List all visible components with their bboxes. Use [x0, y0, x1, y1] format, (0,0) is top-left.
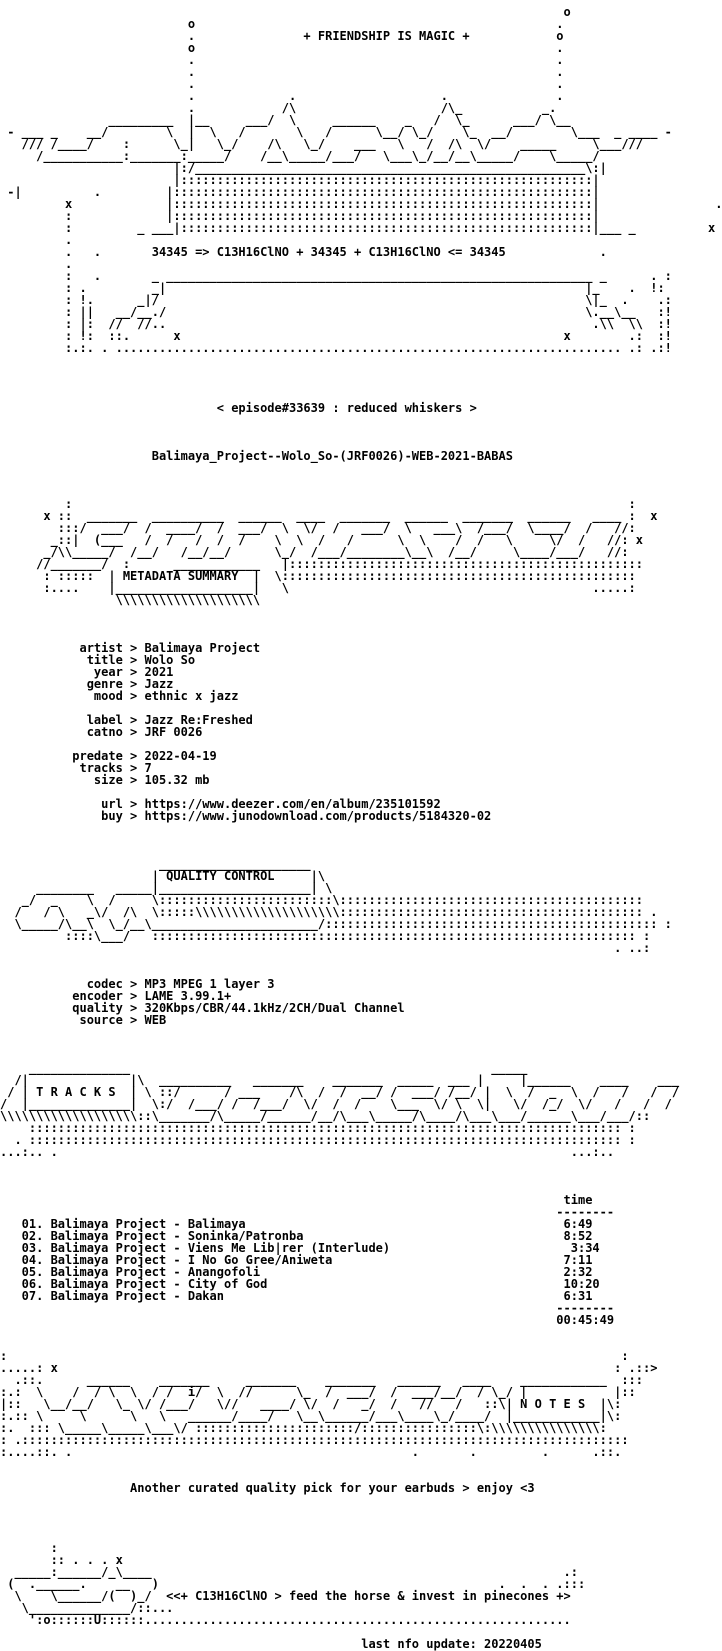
nfo-line: x :: _______ __________ ______ ____ _______ ______ _______ ______ ____ : x — [0, 509, 658, 523]
nfo-line — [0, 378, 648, 390]
nfo-line — [0, 822, 648, 834]
nfo-line: : !: ::. x x .: :! — [0, 329, 672, 343]
nfo-line: catno > JRF 0026 — [0, 725, 203, 739]
nfo-line — [0, 354, 648, 366]
nfo-line: 07. Balimaya Project - Dakan 6:31 — [0, 1289, 593, 1303]
nfo-line — [0, 1458, 648, 1470]
nfo-line — [0, 618, 648, 630]
nfo-line: -------- — [0, 1301, 615, 1315]
nfo-line: mood > ethnic x jazz — [0, 689, 239, 703]
nfo-line: \\\\\\\\\\\\\\\\\\\\ — [0, 593, 261, 607]
nfo-line: / | T R A C K S | \ ::/ / ___ /\ / / __/ / ___/ /__/ | \ / _ \ / / / / — [0, 1085, 680, 1099]
nfo-line: \______________/::... — [0, 1601, 174, 1615]
nfo-line: 04. Balimaya Project - I No Go Gree/Aniweta 7:11 — [0, 1253, 593, 1267]
nfo-line — [0, 606, 648, 618]
nfo-line: :::/ ___/ / ____/ / ___/ \ \/ / ___/ \ ___\ /___/ \____/ / //: — [0, 521, 636, 535]
nfo-line: _/ _ \ / \::::::::::::::::::::::::\:::::::::::::::::::::::::::::::::::::::::: — [0, 893, 643, 907]
nfo-line: . . 34345 => C13H16ClNO + 34345 + C13H16ClNO <= 34345 . — [0, 245, 607, 259]
nfo-line: ( .______. __ ) . . . .::: — [0, 1577, 586, 1591]
nfo-line: :.:. . ...................................................................... .: .:! — [0, 341, 672, 355]
nfo-line: codec > MP3 MPEG 1 layer 3 — [0, 977, 275, 991]
nfo-line: label > Jazz Re:Freshed — [0, 713, 253, 727]
nfo-line: ______________ _____ — [0, 1061, 528, 1075]
nfo-line — [0, 1506, 648, 1518]
nfo-line: : |: // //.. .\\ \\ :! — [0, 317, 672, 331]
nfo-line: 01. Balimaya Project - Balimaya 6:49 — [0, 1217, 593, 1231]
nfo-line: :.... |___________________| \ .....: — [0, 581, 636, 595]
nfo-line: x |::::::::::::::::::::::::::::::::::::::::::::::::::::::::::| . — [0, 197, 722, 211]
nfo-line: -| . |::::::::::::::::::::::::::::::::::::::::::::::::::::::::::| — [0, 185, 600, 199]
nfo-line: _____________________ — [0, 857, 311, 871]
nfo-line: \ \______/( )_/ <<+ C13H16ClNO > feed the horse & invest in pinecones +> — [0, 1589, 571, 1603]
nfo-line: 03. Balimaya Project - Viens Me Lib|rer (Interlude) 3:34 — [0, 1241, 600, 1255]
nfo-line: ...:.. . ...:.. — [0, 1145, 615, 1159]
nfo-line: year > 2021 — [0, 665, 174, 679]
nfo-line: . :::::::::::::::::::::::::::::::::::::::::::::::::::::::::::::::::::::::::::::::::: : — [0, 1133, 636, 1147]
nfo-line: Balimaya_Project--Wolo_So-(JRF0026)-WEB-2021-BABAS — [0, 449, 513, 463]
nfo-line: |:/______________________________________________________\:| — [0, 161, 607, 175]
nfo-line: : : — [0, 1349, 629, 1363]
nfo-line: o . — [0, 17, 564, 31]
nfo-line — [0, 462, 648, 474]
nfo-line: / / \ _\/ /\ \:::::\\\\\\\\\\\\\\\\\\\\:::::::::::::::::::::::::::::::::::::::::: . — [0, 905, 658, 919]
nfo-line — [0, 1326, 648, 1338]
nfo-line: encoder > LAME 3.99.1+ — [0, 989, 232, 1003]
nfo-line — [0, 474, 648, 486]
nfo-line: //_______/ : ____________ |::::::::::::::::::::::::::::::::::::::::::::::::: — [0, 557, 643, 571]
nfo-line: 02. Balimaya Project - Soninka/Patronba 8:52 — [0, 1229, 593, 1243]
nfo-line: / |______________| \:/ /___/ / /___/ \/ / / \___ \/ \ \| \/ /_/ \/ / / / — [0, 1097, 672, 1111]
nfo-line — [0, 954, 648, 966]
nfo-line: : .:::::::::::::::::::::::::::::::::::::::::::::::::::::::::::::::::::::::::::::::::::: — [0, 1433, 629, 1447]
nfo-line: : : — [0, 497, 636, 511]
nfo-line: artist > Balimaya Project — [0, 641, 261, 655]
nfo-line: :.: \ / / \ \ / / i/ \ // \_ / ___/ / ___/__/ / \_/ | |:: — [0, 1385, 636, 1399]
nfo-line: /___________:_______:_____/ /__\_____/___/ \___\_/__/__\_____/ \_____/ — [0, 149, 600, 163]
nfo-line: quality > 320Kbps/CBR/44.1kHz/2CH/Dual Channel — [0, 1001, 405, 1015]
nfo-line: : . _| |_ . !: — [0, 281, 665, 295]
nfo-document — [0, 5, 722, 1651]
nfo-line: o — [0, 5, 571, 19]
nfo-line: buy > https://www.junodownload.com/products/5184320-02 — [0, 809, 492, 823]
nfo-line: : ::::: | METADATA SUMMARY | \::::::::::::::::::::::::::::::::::::::::::::::::: — [0, 569, 636, 583]
nfo-line: genre > Jazz — [0, 677, 174, 691]
nfo-line: time — [0, 1193, 593, 1207]
nfo-line: :. ::: \_____\_____\___\/ ::::::::::::::::::::::/::::::::::::::::\:\\\\\\\\\\\\\\\: — [0, 1421, 607, 1435]
nfo-line — [0, 1158, 648, 1170]
nfo-line: . . — [0, 65, 564, 79]
nfo-line: . ..: — [0, 941, 651, 955]
nfo-line: _::| (___ / / / / / \ \ / / \ \ / / \ \/ / //: x — [0, 533, 643, 547]
nfo-line — [0, 1530, 648, 1542]
nfo-line: last nfo update: 20220405 — [0, 1637, 542, 1651]
nfo-line — [0, 366, 648, 378]
nfo-line: . . — [0, 53, 564, 67]
nfo-line: .....: x : .::> — [0, 1361, 658, 1375]
nfo-line: predate > 2022-04-19 — [0, 749, 217, 763]
nfo-line: -------- — [0, 1205, 615, 1219]
nfo-line: title > Wolo So — [0, 653, 196, 667]
nfo-line — [0, 1026, 648, 1038]
nfo-line: size > 105.32 mb — [0, 773, 210, 787]
nfo-line: :: . . . x — [0, 1553, 123, 1567]
nfo-line: Another curated quality pick for your earbuds > enjoy <3 — [0, 1481, 535, 1495]
nfo-line: . /\ /\_ _. — [0, 101, 557, 115]
nfo-line: |:: \__/__/ \_ \/ /___/ \// ____/ \/ / _/ / // / ::\| N O T E S |\: — [0, 1397, 622, 1411]
nfo-line: 05. Balimaya Project - Anangofoli 2:32 — [0, 1265, 593, 1279]
nfo-line: url > https://www.deezer.com/en/album/235101592 — [0, 797, 441, 811]
nfo-line: ::::\___/ ::::::::::::::::::::::::::::::::::::::::::::::::::::::::::::::::::: : — [0, 929, 651, 943]
nfo-line: \\\\\\\\\\\\\\\\\\\::\_______/\_____/______/__/\___\_____/\____/\___\___/______\___/___/:: — [0, 1109, 651, 1123]
nfo-line: _____:______/_\____ .: — [0, 1565, 578, 1579]
nfo-line: . . — [0, 77, 564, 91]
nfo-line: : . _ ___________________________________________________________ _ . : — [0, 269, 672, 283]
nfo-line: tracks > 7 — [0, 761, 152, 775]
nfo-line: |:::::::::::::::::::::::::::::::::::::::::::::::::::::::::| — [0, 173, 600, 187]
nfo-line: /// /____/ : \_| \_/ /\ \_/ ___ \ / /\ \/ _____ \___/// — [0, 137, 643, 151]
nfo-line: : || __/__./ \.__\__ :! — [0, 305, 672, 319]
nfo-line — [0, 414, 648, 426]
nfo-line: 06. Balimaya Project - City of God 10:20 — [0, 1277, 600, 1291]
nfo-line: :::::::::::::::::::::::::::::::::::::::::::::::::::::::::::::::::::::::::::::::::: : — [0, 1121, 636, 1135]
nfo-line: : _ ___|:::::::::::::::::::::::::::::::::::::::::::::::::::::::::|___ _ x — [0, 221, 716, 235]
nfo-line: :.:: \ \ \ \ ______/____/ \__\______/___\____\_/____/ |____________|\: — [0, 1409, 622, 1423]
nfo-line: : — [0, 1541, 58, 1555]
nfo-line — [0, 1038, 648, 1050]
nfo-line: _________ |__ ___/ \ ______ _ / \_ ___/ \__ — [0, 113, 571, 127]
nfo-line: 00:45:49 — [0, 1313, 615, 1327]
nfo-line — [0, 1518, 648, 1530]
nfo-line: . — [0, 233, 73, 247]
nfo-line — [0, 834, 648, 846]
nfo-line — [0, 426, 648, 438]
nfo-line: ':o::::::U::::::........................................................... — [0, 1613, 571, 1627]
nfo-line: - ___ _ __/ \ | \ / \ / \__/ \_/ \_ __/ \___ _ ____ - — [0, 125, 672, 139]
nfo-line: /| |\ __________ _______ _______ _____ ___ | |______ ____ ___ — [0, 1073, 680, 1087]
nfo-line: < episode#33639 : reduced whiskers > — [0, 401, 477, 415]
nfo-line: :....::. . . . . .::. — [0, 1445, 622, 1459]
nfo-line: : |::::::::::::::::::::::::::::::::::::::::::::::::::::::::::| — [0, 209, 600, 223]
nfo-line: \_____/\__\ \_/__\_______________________/:::::::::::::::::::::::::::::::::::::::::::::: : — [0, 917, 672, 931]
nfo-line: source > WEB — [0, 1013, 167, 1027]
nfo-line: .::. ______ _______ _______ _______ ______ ____ ____________ ::: — [0, 1373, 643, 1387]
nfo-line — [0, 1494, 648, 1506]
nfo-line: | QUALITY CONTROL |\ — [0, 869, 326, 883]
nfo-line: _/\\_____/ /__/ /__/__/ \_/ /___/________\__\ /__/ \____/___/ //: — [0, 545, 629, 559]
nfo-line: . . . . — [0, 89, 564, 103]
nfo-line: : !. _|/ \|_ . .: — [0, 293, 672, 307]
nfo-line: o . — [0, 41, 564, 55]
nfo-line: . + FRIENDSHIP IS MAGIC + o — [0, 29, 564, 43]
nfo-line: . — [0, 257, 73, 271]
nfo-line — [0, 1170, 648, 1182]
nfo-line: ________ _____|_____________________| \ — [0, 881, 333, 895]
